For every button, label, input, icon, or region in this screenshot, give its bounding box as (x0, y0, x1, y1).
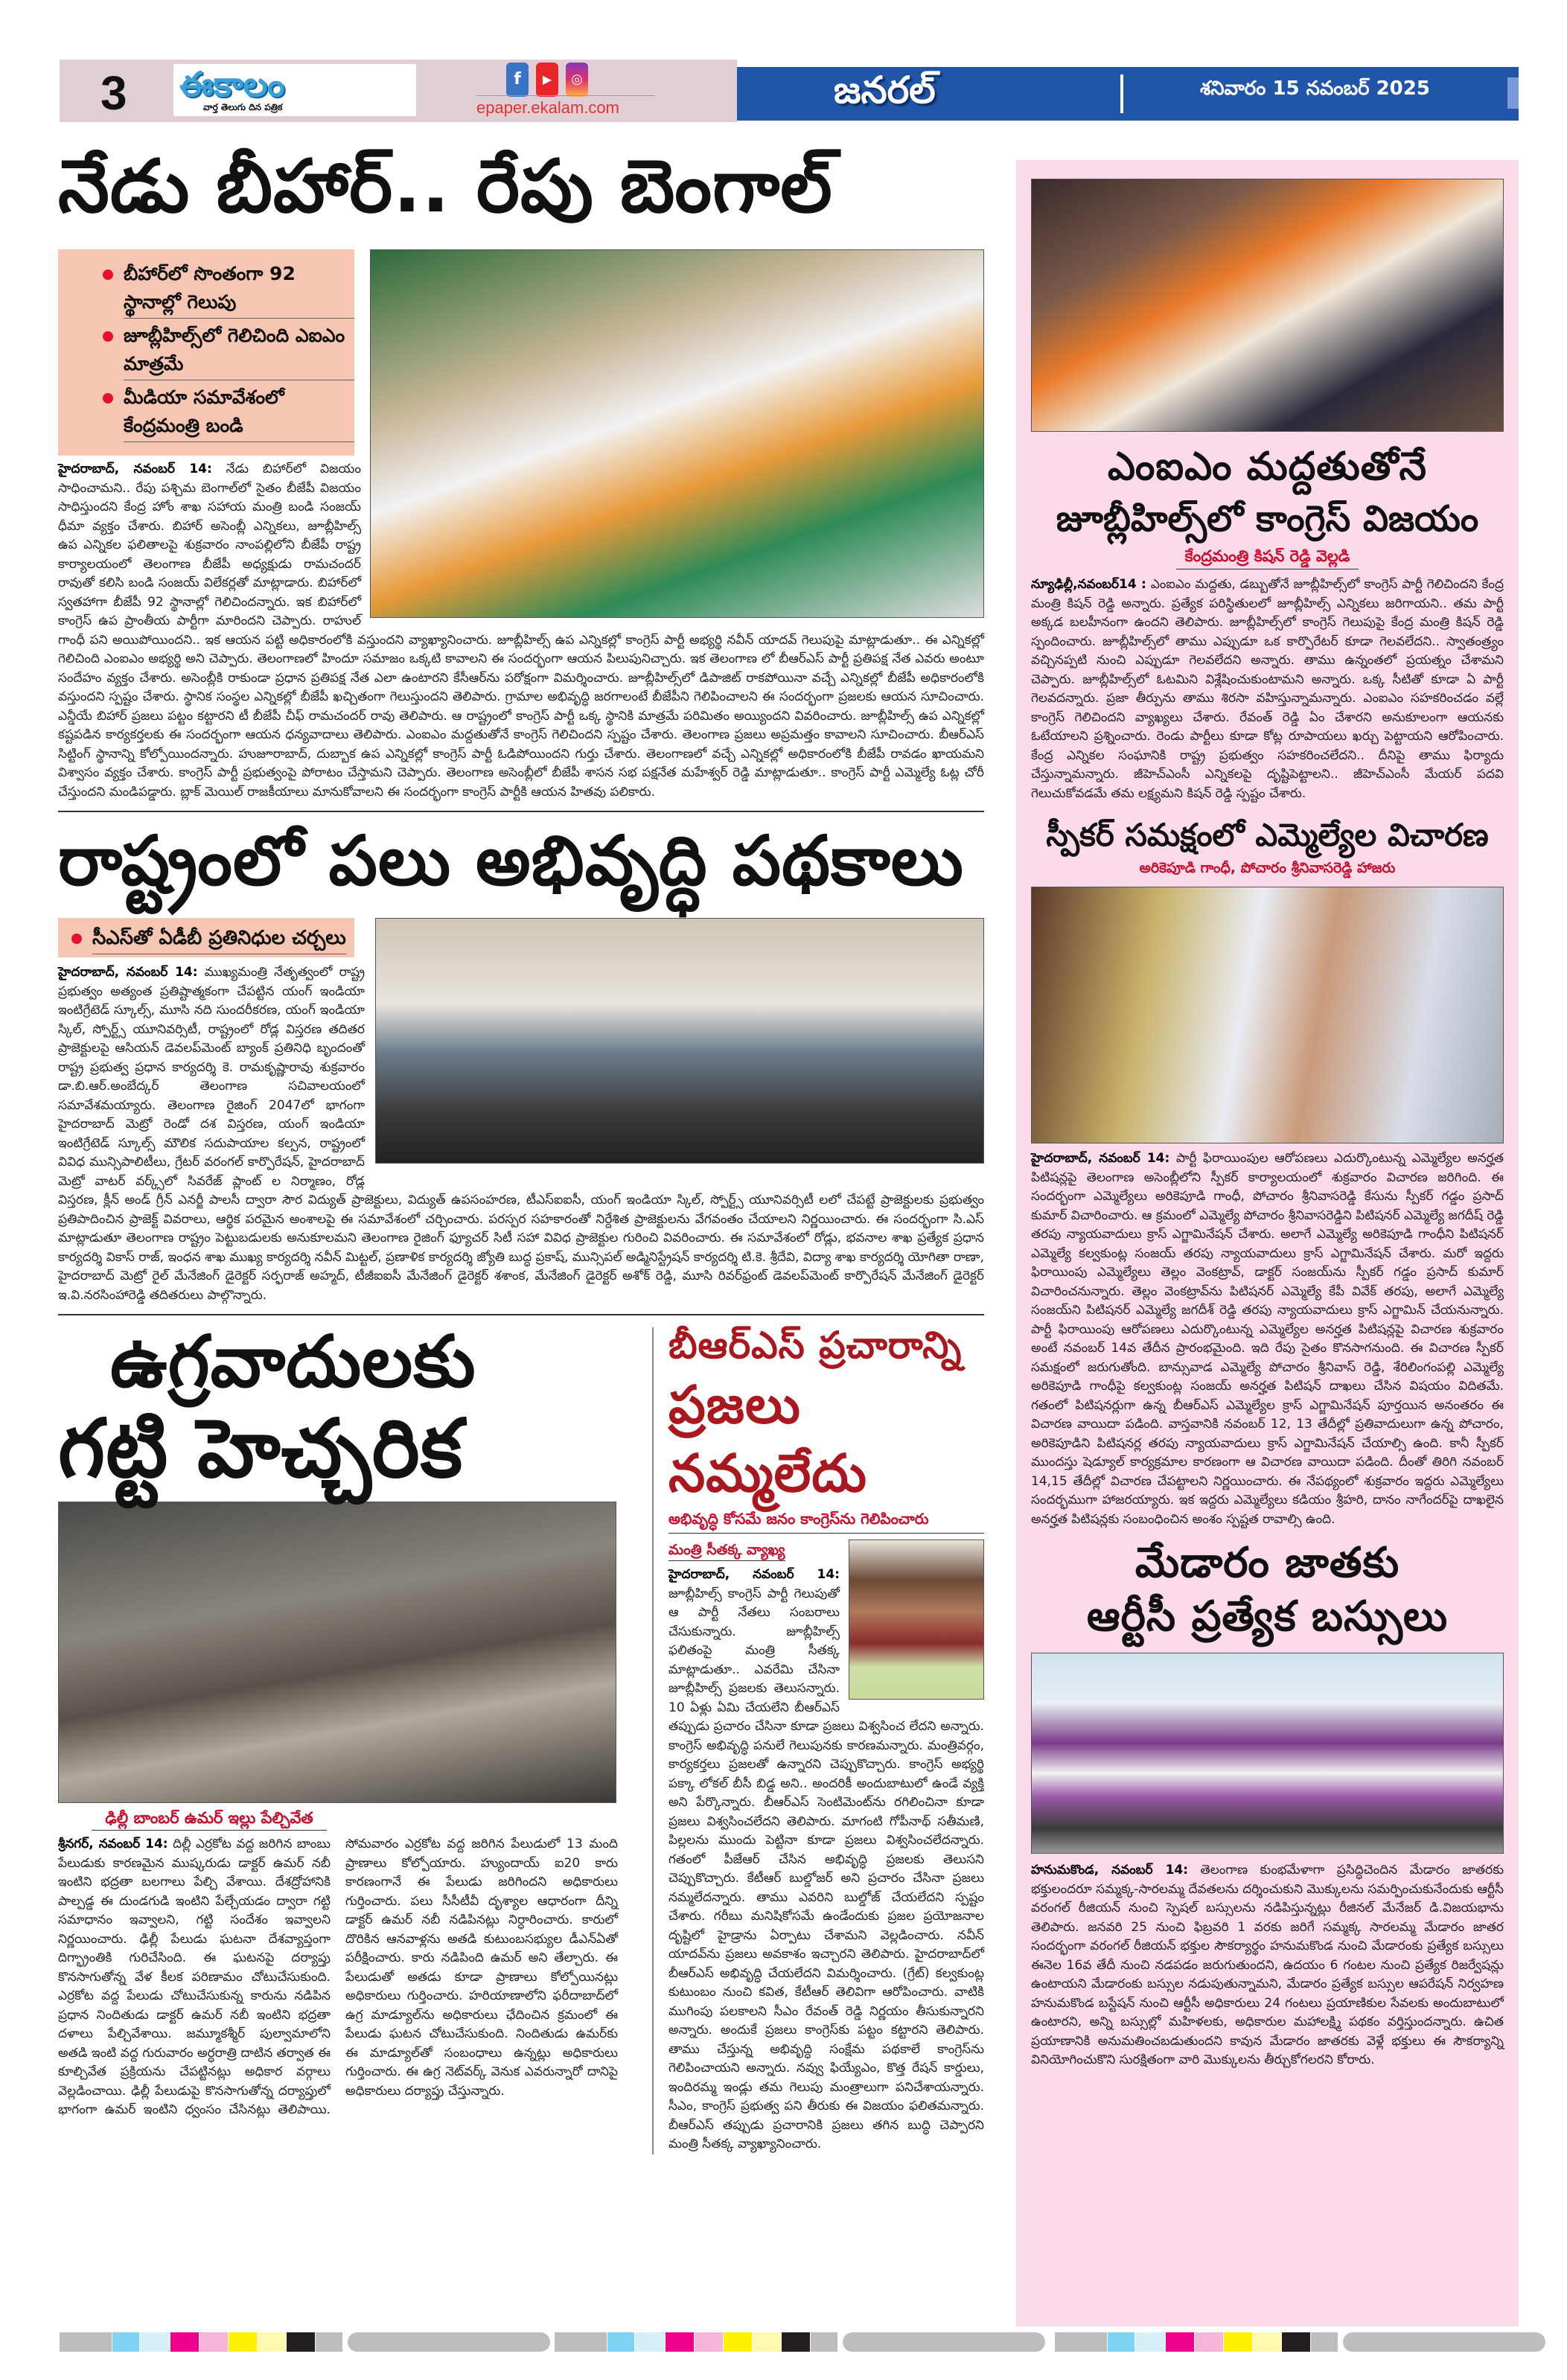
bottom-section (58, 1320, 984, 2154)
grey-pill (1343, 2332, 1545, 2352)
photo-demolished-house (58, 1502, 616, 1803)
color-swatch (60, 2332, 112, 2352)
bullet-icon (71, 934, 82, 944)
lead-headline: నేడు బీహార్.. రేపు బెంగాల్ (58, 144, 833, 229)
color-swatch (287, 2332, 315, 2352)
kishan-body: న్యూఢిల్లీ,నవంబర్14 : ఎంఐఎం మద్దతు, డబ్బుతోనే జూబ్లీహిల్స్‌లో కాంగ్రెస్ పార్టీ గెలిచిందని కేంద్ర మంత్రి కిషన్ రెడ్డి అన్నారు. ప్రత్యేక పరిస్థితులలో జూబ్లీహిల్స్ ఎన్నికలు జరిగాయని.. తమ పార్టీ అక్కడ బలహీనంగా ఉందని తెలిపారు. జూబ్లీహిల్స్‌లో కాంగ్రెస్ గెలుపుపై కేంద్ర మంత్రి కిషన్ రెడ్డి స్పందించారు. జూబ్లీహిల్స్‌లో తాము ఎప్పుడూ ఒక కార్పొరేటర్ కూడా గెలవలేదని.. స్వాతంత్ర్యం వచ్చినప్పటి నుంచి ఎప్పుడూ గెలవలేదని అన్నారు. తాము ఉన్నంతలో ప్రయత్నం చేశామని చెప్పారు. జూబ్లీహిల్స్‌లో ఓటమిని విశ్లేషించుకుంటామని అన్నారు. ఒక్క సీటితో కూడా ఏ పార్టీ గెలవదన్నారు. ప్రజా తీర్పును తాము శిరసా వహిస్తున్నామన్నారు. ఎంఐఎం సహకరించడం వల్లే కాంగ్రెస్ గెలిచిందని వ్యాఖ్యలు చేశారు. రేవంత్ రెడ్డి ఏం చేశారని అనుకూలంగా ఆయనకు ఓటేయాలని ప్రశ్నించారు. రెండు పార్టీలు కూడా కోట్ల రూపాయలు ఖర్చు పెట్టాయని ఆరోపించారు. కేంద్ర ఎన్నికల సంఘానికి రాష్ట్ర ప్రభుత్వం సహకరించలేదని.. దీనిపై తాము ఫిర్యాదు చేస్తున్నామన్నారు. జీహెచ్ఎంసీ ఎన్నికలపై దృష్టిపెట్టాలని.. జీహెచ్ఎంసీ మేయర్ పదవి గెలుచుకోవడమే తమ లక్ష్యమని కిషన్ రెడ్డి స్పష్టం చేశారు. (1031, 577, 1504, 801)
photo-rtc-buses (1031, 1653, 1504, 1854)
lead-article (58, 249, 984, 802)
color-swatch (229, 2332, 257, 2352)
medaram-headline-line2: ఆర్టీసీ ప్రత్యేక బస్సులు (1086, 1592, 1449, 1641)
color-swatch (258, 2332, 286, 2352)
color-swatch (1282, 2332, 1310, 2352)
issue-date: శనివారం 15 నవంబర్ 2025 (1200, 77, 1430, 100)
speaker-headline: స్పీకర్ సమక్షంలో ఎమ్మెల్యేల విచారణ (1046, 817, 1489, 853)
brs-headline-line2: ప్రజలు నమ్మలేదు (668, 1374, 867, 1504)
color-swatch (811, 2332, 837, 2352)
photo-mlas-inquiry (1031, 887, 1504, 1143)
kishan-subhead: కేంద్రమంత్రి కిషన్ రెడ్డి వెల్లడి (1184, 547, 1350, 565)
brs-headline-line1: బీఆర్ఎస్ ప్రచారాన్ని (668, 1324, 963, 1367)
section-divider (58, 1314, 984, 1315)
bullet-icon (103, 269, 113, 280)
speaker-body: హైదరాబాద్, నవంబర్ 14: పార్టీ ఫిరాయింపుల ఆరోపణలు ఎదుర్కొంటున్న ఎమ్మెల్యేల అనర్హత పిటిషన్లపై తెలంగాణ అసెంబ్లీలోని స్పీకర్ కార్యాలయంలో శుక్రవారం విచారణ జరిగింది. ఈ సందర్భంగా ఎమ్మెల్యేలు అరికెపూడి గాంధీ, పోచారం శ్రీనివాసరెడ్డి కేసును స్పీకర్ గడ్డం ప్రసాద్ కుమార్ విచారించారు. ఆ క్రమంలో ఎమ్మెల్యే పోచారం శ్రీనివాసరెడ్డిని పిటిషనర్ ఎమ్మెల్యే జగదీష్ రెడ్డి తరపు న్యాయవాదులు క్రాస్ ఎగ్జామినేషన్ చేశారు. అలాగే ఎమ్మెల్యే అరికెపూడి గాంధీని పిటిషనర్ ఎమ్మెల్యే కల్వకుంట్ల సంజయ్ తరపు న్యాయవాదులు క్రాస్ ఎగ్జామినేషన్ చేశారు. మరో ఇద్దరు ఫిరాయింపు ఎమ్మెల్యేలు తెల్లం వెంకట్రావ్, డాక్టర్ సంజయ్‌ను స్పీకర్ గడ్డం ప్రసాద్ కుమార్ విచారించనున్నారు. తెల్లం వెంకట్రావ్‌ను పిటిషనర్ ఎమ్మెల్యే కేపీ వివేక్ తరపు, అలాగే ఎమ్మెల్యే సంజయ్‌ని పిటిషనర్ ఎమ్మెల్యే జగదీశ్ రెడ్డి తరపు న్యాయవాదులు క్రాస్ ఎగ్జామిన్ చేయనున్నారు. పార్టీ ఫిరాయింపు ఆరోపణలు ఎదుర్కొంటున్న ఎమ్మెల్యేల అనర్హత పిటిషన్లపై విచారణ శుక్రవారం అంటే నవంబర్ 14వ తేదీన ప్రారంభమైంది. ఇది రేపు సైతం కొనసాగనుంది. ఈ విచారణ స్పీకర్ సమక్షంలో జరుగుతోంది. బాన్సువాడ ఎమ్మెల్యే పోచారం శ్రీనివాస్ రెడ్డి, శేరిలింగంపల్లి ఎమ్మెల్యే అరికెపూడి గాంధీపై కల్వకుంట్ల సంజయ్ అనర్హత పిటిషన్ దాఖలు చేసిన విషయం విదితమే. గతంలో పిటిషనర్లుగా ఉన్న బీఆర్ఎస్ ఎమ్మెల్యేల క్రాస్ ఎగ్జామినేషన్ పూర్తయిన అనంతరం ఈ విచారణ వాయిదా పడింది. వాస్తవానికి నవంబర్ 12, 13 తేదీల్లో ప్రతివాదులుగా ఉన్న పోచారం, అరికెపూడిని పిటిషనర్ల తరపు న్యాయవాదులు క్రాస్ ఎగ్జామినేషన్ చేయాల్సి ఉంది. కానీ స్పీకర్ ముందస్తు షెడ్యూల్ కార్యక్రమాల కారణంగా ఆ విచారణ వాయిదా పడింది. దీంతో తిరిగి నవంబర్ 14,15 తేదీల్లో విచారణ చేపట్టాలని నిర్ణయించారు. ఈ నేపథ్యంలో శుక్రవారం ఇద్దరు ఎమ్మెల్యేలు సందర్భముగా హాజరయ్యారు. ఇక ఇద్దరు ఎమ్మెల్యేలు కడియం శ్రీహరి, దానం నాగేందర్‌పై దాఖలైన అనర్హత పిటిషన్లకు సంబంధించిన అంశం స్పష్టత రావాల్సి ఉంది. (1031, 1151, 1504, 1527)
color-swatch (695, 2332, 723, 2352)
color-swatch (170, 2332, 199, 2352)
divider (92, 1830, 327, 1831)
grey-pill (843, 2332, 1045, 2352)
color-swatch (1253, 2332, 1281, 2352)
color-swatch (782, 2332, 810, 2352)
photo-adb-meeting (375, 918, 984, 1164)
grey-pill (348, 2332, 550, 2352)
color-swatch (1224, 2332, 1252, 2352)
color-swatch (607, 2332, 634, 2352)
subhead-box (58, 918, 354, 957)
brs-body-region (668, 1540, 984, 2154)
divider (1176, 569, 1359, 570)
divider (1120, 74, 1123, 113)
color-swatch (1166, 2332, 1194, 2352)
color-swatch (555, 2332, 607, 2352)
page-number: 3 (100, 66, 127, 120)
development-body: హైదరాబాద్, నవంబర్ 14: ముఖ్యమంత్రి నేతృత్వంలో రాష్ట్ర ప్రభుత్వం అత్యంత ప్రతిష్టాత్మకంగా చేపట్టిన యంగ్ ఇండియా ఇంటిగ్రేటెడ్ స్కూల్స్, మూసి నది సుందరీకరణ, యంగ్ ఇండియా స్కిల్, స్పోర్ట్స్ యూనివర్సిటీ, రాష్ట్రంలో రోడ్ల విస్తరణ తదితర ప్రాజెక్టులపై ఆసియన్ డెవలప్‌మెంట్ బ్యాంక్ ప్రతినిధి బృందంతో రాష్ట్ర ప్రభుత్వ ప్రధాన కార్యదర్శి కె. రామకృష్ణారావు శుక్రవారం డా.బి.ఆర్.అంబేద్కర్ తెలంగాణ సచివాలయంలో సమావేశమయ్యారు. తెలంగాణ రైజింగ్ 2047లో భాగంగా హైదరాబాద్ మెట్రో రెండో దశ విస్తరణ, యంగ్ ఇండియా ఇంటిగ్రేటెడ్ స్కూల్స్ మౌలిక సదుపాయాల కల్పన, రాష్ట్రంలో వివిధ మున్సిపాలిటీలు, గ్రేటర్ వరంగల్ కార్పొరేషన్, హైదరాబాద్ మెట్రో వాటర్ వర్క్స్‌లో సివరేజ్ ప్లాంట్ ల నిర్మాణం, రోడ్ల విస్తరణ, క్లీన్ అండ్ గ్రీన్ ఎనర్జీ పాలసీ ద్వారా సౌర విద్యుత్ ప్రాజెక్టులు, విద్యుత్ ఉపసంహరణ, టీఎస్‌ఐఐసీ, యంగ్ ఇండియా స్కిల్, స్పోర్ట్స్ యూనివర్సిటీ లలో చేపట్టే ప్రాజెక్టులకు ప్రభుత్వం ప్రతిపాదించిన ప్రాజెక్ట్ వివరాలు, ఆర్థిక పరమైన అంశాలపై ఈ సమావేశంలో చర్చించారు. పరస్పర సహకారంతో నిర్దేశిత ప్రాజెక్టులను వేగవంతం చేయాలని నిర్ణయించారు. ఈ సందర్భంగా సి.ఎస్ మాట్లాడుతూ తెలంగాణ రాష్ట్రం పెట్టుబడులకు అనుకూలమని తెలంగాణ రైజింగ్ ఫ్యూచర్ సిటీ సహా వివిధ ప్రాజెక్టుల గురించి వివరించారు. ఈ సమావేశంలో రోడ్లు, భవనాల శాఖ ప్రత్యేక ప్రధాన కార్యదర్శి వికాస్ రాజ్, ఇంధన శాఖ ముఖ్య కార్యదర్శి నవీన్ మిట్టల్, ప్రణాళిక కార్యదర్శి జ్యోతి బుద్ధ ప్రకాష్, మున్సిపల్ అడ్మినిస్ట్రేషన్ కార్యదర్శి టి.కె. శ్రీదేవి, విద్యా శాఖ కార్యదర్శి యోగితా రాణా, హైదరాబాద్ మెట్రో రైల్ మేనేజింగ్ డైరెక్టర్ సర్ఫరాజ్ అహ్మద్, టీజీఐఐసీ మేనేజింగ్ డైరెక్టర్ శశాంక, మేనేజింగ్ డైరెక్టర్ అశోక్ రెడ్డి, మూసి రివర్‌ఫ్రంట్ డెవలప్‌మెంట్ కార్పొరేషన్ మేనేజింగ్ డైరెక్టర్ ఇ.వి.నరసింహారెడ్డి తదితరులు పాల్గొన్నారు. (58, 965, 984, 1303)
color-swatch (724, 2332, 752, 2352)
section-title: జనరల్ (834, 68, 936, 112)
website-link[interactable]: epaper.ekalam.com (476, 98, 619, 117)
color-swatch (1195, 2332, 1223, 2352)
medaram-headline-line1: మేడారం జాతకు (1134, 1539, 1400, 1587)
band-end-block (1507, 77, 1519, 109)
color-swatch (316, 2332, 342, 2352)
highlight-item: జూబ్లీహిల్స్‌లో గెలిచింది ఎఐఎం మాత్రమే (103, 322, 354, 383)
logo-wordmark: ఈకాలం (179, 64, 285, 104)
subhead: సీఎస్‌తో ఏడీబీ ప్రతినిధుల చర్చలు (71, 924, 354, 957)
color-swatch (140, 2332, 170, 2352)
brs-body: హైదరాబాద్, నవంబర్ 14: జూబ్లీహిల్స్ కాంగ్రెస్ పార్టీ గెలుపుతో ఆ పార్టీ నేతలు సంబరాలు చేసుకున్నారు. జూబ్లీహిల్స్ ఫలితంపై మంత్రి సీతక్క మాట్లాడుతూ.. ఎవరేమి చేసినా జూబ్లీహిల్స్ ప్రజలకు తెలుసన్నారు. 10 ఏళ్లు ఏమి చేయలేని బీఆర్ఎస్ తప్పుడు ప్రచారం చేసినా కూడా ప్రజలు విశ్వసించ లేదని అన్నారు. కాంగ్రెస్ అభివృద్ధి పనులే గెలుపునకు కారణమన్నారు. మంత్రివర్గం, కార్యకర్తలు ప్రజలతో ఉన్నారని చెప్పుకొచ్చారు. కాంగ్రెస్ అభ్యర్థి పక్కా లోకల్ బీసీ బిడ్డ అని.. అందరికీ అందుబాటులో ఉండే వ్యక్తి అని పేర్కొన్నారు. బీఆర్ఎస్ సెంటిమెంట్‌ను రగిలించినా కూడా ప్రజలు విశ్వసించలేదని తెలిపారు. మాగంటి గోపీనాథ్ సతీమణి, పిల్లలను ముందు పెట్టినా కూడా ప్రజలు విశ్వసించలేదన్నారు. గతంలో పీజేఆర్ చేసిన అభివృద్ధి ప్రజలకు తెలుసని చెప్పుకొచ్చారు. కేటీఆర్ బుల్డోజర్ అని ప్రచారం చేసినా ప్రజలు నమ్మలేదన్నారు. తాము ఎవరిని బుల్డోజ్ చేయలేదని స్పష్టం చేశారు. గరీబు మనిషికోసమే ఉండేందుకు ప్రజల ప్రయోజనాల దృష్టిలో హైడ్రాను ఏర్పాటు చేశామని వెల్లడించారు. నవీన్ యాదవ్‌ను ప్రజలు అవకాశం ఇచ్చారని తెలిపారు. హైదరాబాద్‌లో బీఆర్ఎస్ అభివృద్ధి చేయలేదని విమర్శించారు. (గ్రేట్) కల్వకుంట్ల కుటుంబం నుంచి కవిత, కేటీఆర్ తెలివిగా ఆరోపించారు. వాటికి ముగింపు పలకాలని సీఎం రేవంత్ రెడ్డి నిర్ణయం తీసుకున్నారని అన్నారు. అందుకే ప్రజలు కాంగ్రెస్‌కు పట్టం కట్టారని తెలిపారు. తాము చేస్తున్న అభివృద్ధి సంక్షేమ పథకాలే కాంగ్రెస్‌ను గెలిపించాయని అన్నారు. నవ్వు ఫియ్యేఎం, కొత్త రేషన్ కార్డులు, ఇందిరమ్మ ఇండ్లు తమ గెలుపు మంత్రాలుగా పనిచేశాయన్నారు. సీఎం, కాంగ్రెస్ ప్రభుత్వ పని తీరుకు ఈ విజయం ఫలితమన్నారు. బీఆర్ఎస్ తప్పుడు ప్రచారానికి ప్రజలు తగిన బుద్ధి చెప్పారని మంత్రి సీతక్క వ్యాఖ్యానించారు. (668, 1567, 984, 2151)
terror-article (58, 1320, 618, 2154)
sidebar-panel (1016, 160, 1519, 2326)
color-swatch (1135, 2332, 1165, 2352)
newspaper-logo[interactable] (173, 64, 416, 116)
color-swatch (635, 2332, 665, 2352)
photo-kishan-reddy (1031, 179, 1504, 432)
column-divider (652, 1327, 654, 2154)
kishan-headline-line1: ఎంఐఎం మద్దతుతోనే (1107, 444, 1427, 489)
development-article (58, 918, 984, 1305)
medaram-body: హనుమకొండ, నవంబర్ 14: తెలంగాణ కుంభమేళాగా ప్రసిద్ధిచెందిన మేడారం జాతరకు భక్తులందరూ సమ్మక్క-సారలమ్మ దేవతలను దర్శించుకుని మొక్కులను సమర్పించుకునేందుకు ఆర్టీసీ వరంగల్ రీజియన్ నుంచి స్పెషల్ బస్సులను నడిపిస్తున్నట్లు రీజినల్ మేనేజర్ డి.విజయభాను తెలిపారు. జనవరి 25 నుంచి ఫిబ్రవరి 1 వరకు జరిగే సమ్మక్క సారలమ్మ మేడారం జాతర సందర్భంగా వరంగల్ రీజియన్ భక్తుల సౌకర్యార్థం హనుమకొండ నుంచి మేడారంకు ప్రత్యేక బస్సులు ఈనెల 16వ తేదీ నుంచి నడపడం జరుగుతుందని, ఉదయం 6 గంటల నుంచి ప్రత్యేక రిజర్వేషన్లు ఉంటాయని మేడారంకు బస్సుల నడుపుతున్నామని, మేడారం ప్రత్యేక బస్సుల ఆపరేషన్ నిర్వహణ హనుమకొండ బస్టేషన్ నుంచి ఆర్టీసీ అధికారులు 24 గంటలు ప్రయాణికుల సేవలకు అందుబాటులో ఉంటారని, అన్ని బస్సుల్లో మహిళలకు, అధికారుల మహాలక్ష్మి పథకం వర్తిస్తుందన్నారు. ఉచిత ప్రయాణానికి అనుమతించబడుతుందని కావున మేడారం జాతరకు వెళ్లే భక్తులు ఈ సౌకర్యాన్ని వినియోగించుకొని సురక్షితంగా వారి మొక్కులను తీర్చుకోగలరని కోరారు. (1031, 1863, 1504, 2067)
color-swatch (112, 2332, 139, 2352)
color-swatch (200, 2332, 228, 2352)
color-swatch (1055, 2332, 1107, 2352)
section-divider (58, 811, 984, 812)
development-headline: రాష్ట్రంలో పలు అభివృద్ధి పథకాలు (58, 821, 964, 901)
brs-kicker: మంత్రి సీతక్క వ్యాఖ్య (668, 1540, 785, 1561)
lead-body: హైదరాబాద్, నవంబర్ 14: నేడు బిహార్‌లో విజయం సాధించామని.. రేపు పశ్చిమ బెంగాల్‌లో సైతం బీజేపీ విజయం సాధిస్తుందని కేంద్ర హోం శాఖ సహాయ మంత్రి బండి సంజయ్ ధీమా వ్యక్తం చేశారు. బిహార్ అసెంబ్లీ ఎన్నికలు, జూబ్లీహిల్స్ ఉప ఎన్నికల ఫలితాలపై శుక్రవారం నాంపల్లిలోని బీజేపీ రాష్ట్ర కార్యాలయంలో తెలంగాణ బీజేపీ అధ్యక్షుడు రామచందర్ రావుతో కలిసి బండి సంజయ్ విలేకర్లతో మాట్లాడారు. బిహార్‌లో స్వతహాగా బీజేపీ 92 స్థానాల్లో గెలిచిందన్నారు. ఇక బిహార్‌లో కాంగ్రెస్ ఉప ప్రాంతీయ పార్టీగా మారిందని చెప్పారు. రాహుల్ గాంధీ పని అయిపోయిందని.. ఇక ఆయన పట్టి అధికారంలోకి వస్తుందని వ్యాఖ్యానించారు. జూబ్లీహిల్స్ ఉప ఎన్నికల్లో కాంగ్రెస్ పార్టీ అభ్యర్థి నవీన్ యాదవ్ గెలుపుపై మాట్లాడుతూ.. ఈ ఎన్నికల్లో గెలిచింది ఎంఐఎం అభ్యర్థి అని చెప్పారు. తెలంగాణలో హిందూ సమాజం ఒక్కటి కావాలని ఈ సందర్భంగా ఆయన పిలుపునిచ్చారు. ఇక తెలంగాణ లో బీఆర్ఎస్ పార్టీ ప్రతిపక్ష నేత ఎవరు అంటూ సందేహం వ్యక్తం చేశారు. అసెంబ్లీకి రాకుండా ప్రధాన ప్రతిపక్ష నేత ఎలా ఉంటారని కేసీఆర్‌ను పరోక్షంగా విమర్శించారు. జూబ్లీహిల్స్‌లో డిపాజిట్ రాకపోయినా వచ్చే ఎన్నికల్లో బీజేపీ అధికారంలోకి వస్తుందని స్పష్టం చేశారు. స్థానిక సంస్థల ఎన్నికల్లో బీజేపీ ఖచ్చితంగా గెలుస్తుందని తెలిపారు. గ్రామాల అభివృద్ధి జరగాలంటే బీజేపీని గెలిపించాలని ఈ సందర్భంగా ప్రజలకు ఆయన సూచించారు. ఎన్డీయే బిహార్ ప్రజలు పట్టం కట్టారని టీ బీజేపీ చీఫ్ రామచందర్ రావు తెలిపారు. ఆ రాష్ట్రంలో కాంగ్రెస్ పార్టీ ఒక్క స్థానికి మాత్రమే పరిమితం అయ్యిందని వివరించారు. జూబ్లీహిల్స్ ఉప ఎన్నికల్లో కష్టపడిన కార్యకర్తలకు ఈ సందర్భంగా ఆయన ధన్యవాదాలు తెలిపారు. ఎంఐఎం మద్దతుతోనే కాంగ్రెస్ గెలిచిందని స్పష్టం చేశారు. తెలంగాణ ప్రజలు అప్రమత్తం కావాలని సూచించారు. బీఆర్ఎస్ సిట్టింగ్ స్థానాన్ని కోల్పోయిందన్నారు. హుజూరాబాద్, దుబ్బాక ఉప ఎన్నికల్లో కాంగ్రెస్ పార్టీ ఓడిపోయిందని గుర్తు చేశారు. తెలంగాణలో వచ్చే ఎన్నికల్లో అధికారంలోకి బీజేపీ రావడం ఖాయమని విశ్వాసం వ్యక్తం చేశారు. కాంగ్రెస్ పార్టీ ప్రభుత్వంపై పోరాటం చేస్తామని చెప్పారు. తెలంగాణ అసెంబ్లీలో బీజేపీ శాసన సభ పక్షనేత మహేశ్వర్ రెడ్డి మాట్లాడుతూ.. కాంగ్రెస్ పార్టీ ఎమ్మెల్యే ఓట్ల చోరీ చేస్తుందని మండిపడ్డారు. బ్లాక్ మెయిల్ రాజకీయాలు మానుకోవాలని ఈ సందర్భంగా కాంగ్రెస్ పార్టీకి ఆయన హితవు పలికారు. (58, 462, 984, 800)
color-swatch (1108, 2332, 1134, 2352)
bullet-icon (103, 393, 113, 403)
facebook-icon[interactable]: f (506, 63, 529, 97)
color-swatch (753, 2332, 781, 2352)
color-swatch (666, 2332, 694, 2352)
brs-article (668, 1320, 984, 2154)
instagram-icon[interactable]: ◎ (566, 63, 588, 97)
bullet-icon (103, 331, 113, 342)
terror-headline-line2: గట్టి హెచ్చరిక (58, 1403, 464, 1496)
highlights-box (58, 249, 354, 456)
terror-headline-line1: ఉగ్రవాదులకు (110, 1320, 476, 1403)
photo-caption: ఢిల్లీ బాంబర్ ఉమర్ ఇల్లు పేల్చివేత (105, 1809, 313, 1827)
kishan-headline-line2: జూబ్లీహిల్స్‌లో కాంగ్రెస్ విజయం (1056, 498, 1479, 540)
highlight-item: బీహార్‌లో సొంతంగా 92 స్థానాల్లో గెలుపు (103, 260, 354, 322)
divider (476, 95, 655, 96)
logo-tagline: వార్త తెలుగు దిన పత్రిక (203, 102, 283, 112)
main-columns (58, 138, 984, 2154)
color-swatch (1311, 2332, 1338, 2352)
brs-subhead: అభివృద్ధి కోసమే జనం కాంగ్రెస్‌ను గెలిపించారు (668, 1508, 984, 1534)
photo-minister-seethakka (849, 1540, 984, 1700)
youtube-icon[interactable]: ▶ (536, 63, 558, 97)
speaker-subhead: అరికెపూడి గాంధీ, పోచారం శ్రీనివాసరెడ్డి హాజరు (1139, 860, 1396, 876)
terror-body: శ్రీనగర్, నవంబర్ 14: దిల్లీ ఎర్రకోట వద్ద జరిగిన బాంబు పేలుడుకు కారణమైన ముష్కరుడు డాక్టర్ ఉమర్ నబీ ఇంటిని భద్రతా బలగాలు పేల్చి వేశాయి. దేశద్రోహానికి పాల్పడ్డ ఈ దుండగుడి ఇంటిని పేల్చేయడం ద్వారా గట్టి సమాధానం ఇవ్వాలని, గట్టి సందేశం ఇవ్వాలని నిర్ణయించారు. ఢిల్లీ పేలుడు ఘటనా దేశవ్యాప్తంగా దిగ్భ్రాంతికి గురిచేసింది. ఈ ఘటనపై దర్యాప్తు కొనసాగుతోన్న వేళ కీలక పరిణామం చోటుచేసుకుంది. ఎర్రకోట వద్ద పేలుడు చోటుచేసుకున్న కారును నడిపిన ప్రధాన నిందితుడు డాక్టర్ ఉమర్ నబీ ఇంటిని భద్రతా దళాలు పేల్చివేశాయి. జమ్మూకశ్మీర్ పుల్వామాలోని అతడి ఇంటి వద్ద గురువారం అర్ధరాత్రి దాటిన తర్వాత ఈ కూల్చివేత ప్రక్రియను చేపట్టినట్లు అధికార వర్గాలు వెల్లడించాయి. ఢిల్లీ పేలుడుపై కొనసాగుతోన్న దర్యాప్తులో భాగంగా ఉమర్ ఇంటిని ధ్వంసం చేసినట్లు తెలిపాయి. సోమవారం ఎర్రకోట వద్ద జరిగిన పేలుడులో 13 మంది ప్రాణాలు కోల్పోయారు. హ్యుందాయ్ ఐ20 కారు కారణంగానే ఈ పేలుడు జరిగిందని అధికారులు గుర్తించారు. పలు సీసీటీవీ దృశ్యాల ఆధారంగా దీన్ని డాక్టర్ ఉమర్ నబీ నడిపినట్లు నిర్ధారించారు. కారులో దొరికిన ఆనవాళ్లను అతడి కుటుంబసభ్యుల డీఎన్ఏతో పరీక్షించారు. కారు నడిపింది ఉమర్ అని తేల్చారు. ఈ పేలుడుతో అతడు కూడా ప్రాణాలు కోల్పోయినట్లు అధికారులు గుర్తించారు. హరియాణాలోని ఫరీదాబాద్‌లో ఉగ్ర మాడ్యూల్‌ను అధికారులు ఛేదించిన క్రమంలో ఈ పేలుడు ఘటన చోటుచేసుకుంది. నిందితుడు ఉమర్‌కు ఈ మాడ్యూల్‌తో సంబంధాలు ఉన్నట్లు అధికారులు గుర్తించారు. ఈ ఉగ్ర నెట్‌వర్క్ వెనుక ఎవరున్నారో దానిపై అధికారులు దర్యాప్తు చేస్తున్నారు. (58, 1837, 618, 2117)
highlight-item: మీడియా సమావేశంలో కేంద్రమంత్రి బండి (103, 383, 354, 445)
photo-bjp-leaders (370, 249, 984, 618)
